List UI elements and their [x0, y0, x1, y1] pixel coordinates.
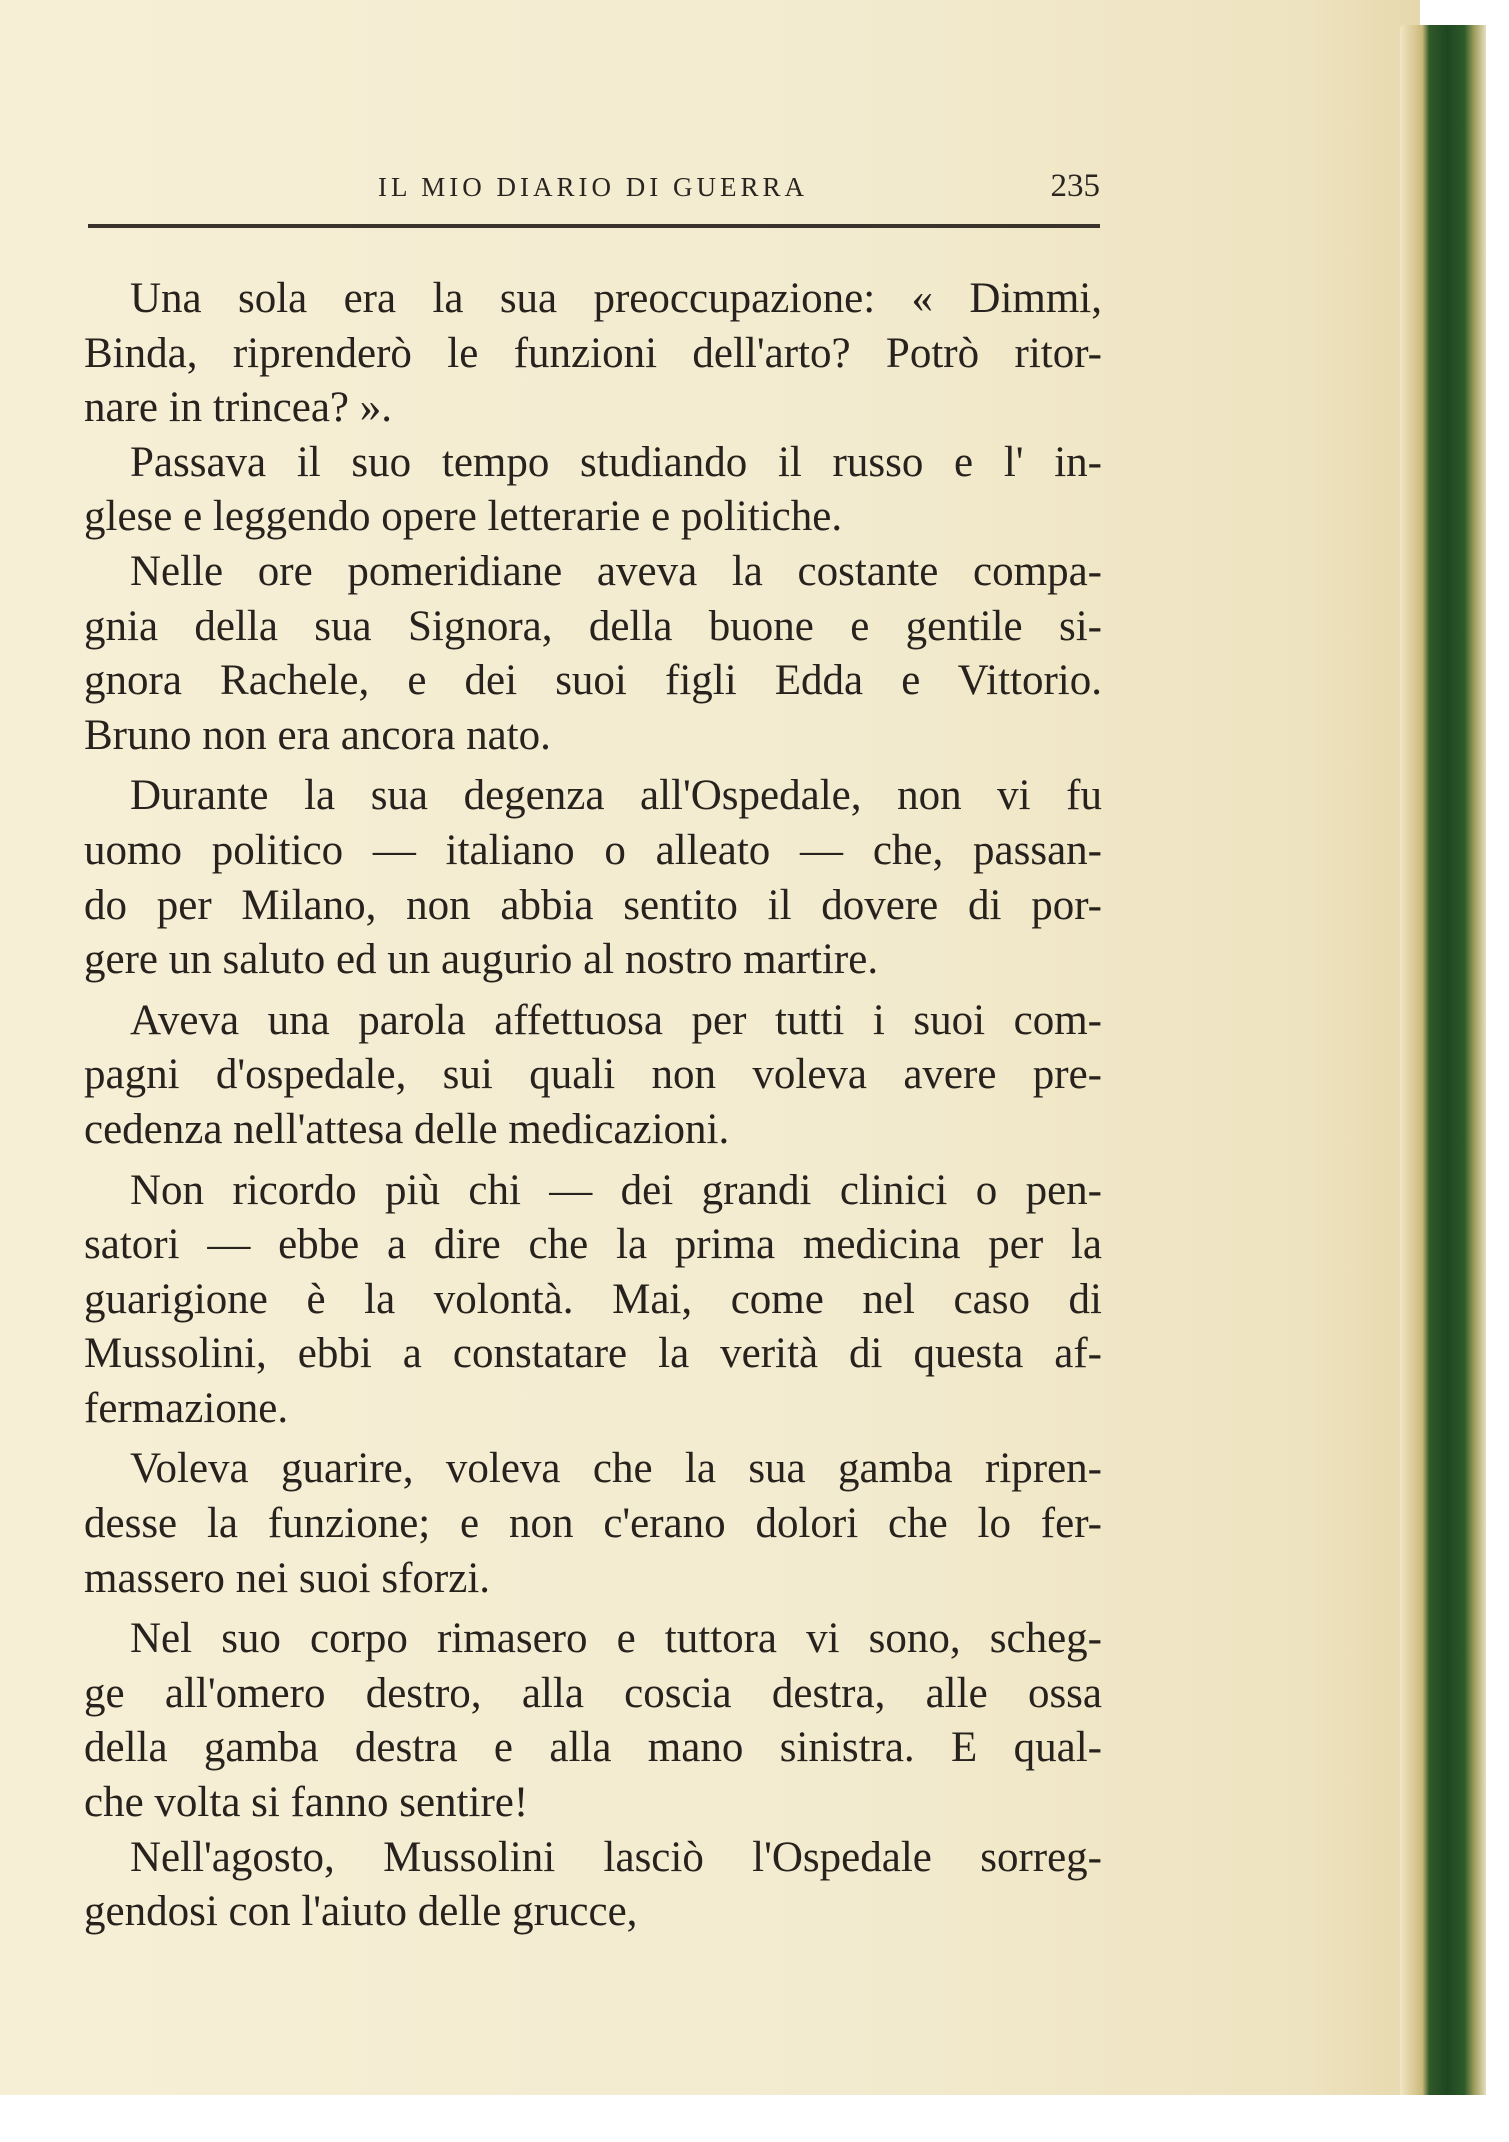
text-line: che volta si fanno sentire!	[84, 1779, 529, 1827]
page-number: 235	[1050, 168, 1100, 204]
text-line: della gamba destra e alla mano sinistra. E qual-	[84, 1724, 1102, 1772]
header-rule	[88, 224, 1100, 228]
text-line: Bruno non era ancora nato.	[84, 711, 551, 759]
paragraph	[84, 1612, 1102, 1830]
bottom-margin	[0, 2095, 1509, 2142]
text-line: Aveva una parola affettuosa per tutti i suoi com-	[130, 996, 1102, 1044]
paragraph	[84, 1831, 1102, 1940]
text-line: uomo politico — italiano o alleato — che, passan-	[84, 826, 1102, 874]
text-line: desse la funzione; e non c'erano dolori che lo fer-	[84, 1500, 1102, 1548]
paragraph	[84, 769, 1102, 987]
text-line: Nel suo corpo rimasero e tuttora vi sono, scheg-	[130, 1615, 1102, 1663]
text-line: Voleva guarire, voleva che la sua gamba ripren-	[130, 1445, 1102, 1493]
text-line: Una sola era la sua preoccupazione: « Dimmi,	[130, 275, 1102, 322]
text-line: Passava il suo tempo studiando il russo e l' in-	[130, 438, 1102, 486]
text-line: cedenza nell'attesa delle medicazioni.	[84, 1105, 730, 1153]
text-line: gendosi con l'aiuto delle grucce,	[84, 1888, 638, 1936]
paragraph	[84, 1442, 1102, 1606]
running-title: IL MIO DIARIO DI GUERRA	[378, 172, 808, 202]
text-line: gere un saluto ed un augurio al nostro martire.	[84, 936, 879, 984]
text-line: Durante la sua degenza all'Ospedale, non vi fu	[130, 772, 1102, 820]
text-line: Non ricordo più chi — dei grandi clinici o pen-	[130, 1166, 1102, 1214]
text-line: massero nei suoi sforzi.	[84, 1554, 491, 1602]
text-line: do per Milano, non abbia sentito il dovere di por-	[84, 881, 1102, 929]
text-line: fermazione.	[84, 1384, 289, 1432]
text-line: Binda, riprenderò le funzioni dell'arto? Potrò ritor-	[84, 329, 1102, 377]
paragraph	[84, 272, 1102, 436]
text-line: glese e leggendo opere letterarie e politiche.	[84, 493, 843, 541]
text-line: Nelle ore pomeridiane aveva la costante compa-	[130, 547, 1102, 595]
text-line: pagni d'ospedale, sui quali non voleva avere pre-	[84, 1051, 1102, 1099]
text-line: Mussolini, ebbi a constatare la verità di questa af-	[84, 1330, 1102, 1378]
text-line: satori — ebbe a dire che la prima medicina per la	[84, 1221, 1102, 1269]
text-line: ge all'omero destro, alla coscia destra, alle ossa	[84, 1669, 1102, 1717]
paragraph	[84, 545, 1102, 763]
book-spine-edge	[1400, 25, 1486, 2110]
text-line: nare in trincea? ».	[84, 384, 392, 432]
paragraph	[84, 1164, 1102, 1437]
background-margin	[1486, 25, 1509, 2110]
paragraph	[84, 994, 1102, 1158]
body-text	[84, 272, 1102, 1940]
running-head	[88, 168, 1100, 212]
paragraph	[84, 436, 1102, 545]
text-line: guarigione è la volontà. Mai, come nel caso di	[84, 1275, 1102, 1323]
text-line: Nell'agosto, Mussolini lasciò l'Ospedale sorreg-	[130, 1833, 1102, 1881]
text-line: gnia della sua Signora, della buone e gentile si-	[84, 602, 1102, 650]
text-line: gnora Rachele, e dei suoi figli Edda e Vittorio.	[84, 657, 1102, 705]
